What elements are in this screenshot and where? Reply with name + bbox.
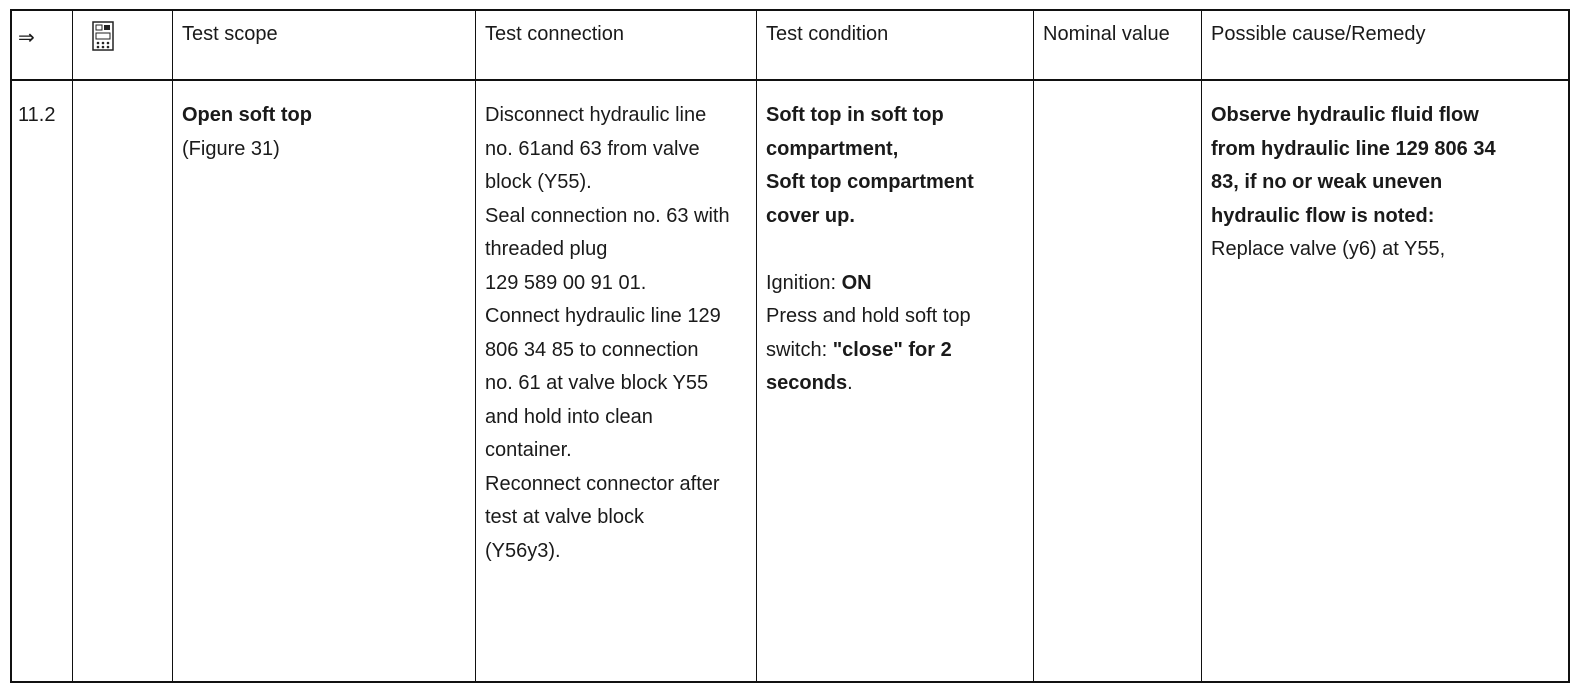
test-table bbox=[10, 9, 1570, 683]
test-connection-cell bbox=[485, 99, 730, 568]
test-connection-line: Seal connection no. 63 with bbox=[485, 204, 730, 227]
test-connection-line: no. 61 at valve block Y55 bbox=[485, 372, 709, 394]
test-scope-title: Open soft top bbox=[182, 104, 312, 126]
possible-cause-line: Observe hydraulic fluid flow bbox=[1211, 104, 1479, 126]
test-connection-line: container. bbox=[485, 439, 572, 461]
column-divider bbox=[172, 11, 173, 681]
header-separator bbox=[12, 79, 1568, 81]
column-divider bbox=[475, 11, 476, 681]
ignition-line bbox=[766, 267, 974, 301]
test-condition-spacer bbox=[766, 233, 974, 267]
tester-device-icon bbox=[92, 21, 114, 51]
test-connection-line: Disconnect hydraulic line bbox=[485, 104, 707, 126]
test-connection-line: no. 61and 63 from valve bbox=[485, 137, 700, 160]
possible-cause-cell bbox=[1211, 99, 1496, 267]
step-number: 11.2 bbox=[18, 104, 56, 126]
possible-cause-line: hydraulic flow is noted: bbox=[1211, 204, 1435, 227]
test-connection-line: threaded plug bbox=[485, 238, 608, 260]
header-test-scope: Test scope bbox=[182, 23, 278, 45]
column-divider bbox=[72, 11, 73, 681]
arrow-icon: ⇒ bbox=[18, 27, 35, 49]
test-condition-line: Soft top in soft top bbox=[766, 104, 944, 126]
test-connection-line: Reconnect connector after bbox=[485, 472, 720, 495]
test-condition-line: compartment, bbox=[766, 137, 899, 160]
seconds-word: seconds bbox=[766, 372, 848, 394]
test-condition-cell bbox=[766, 99, 974, 401]
seconds-end: . bbox=[847, 372, 853, 394]
press-line: Press and hold soft top bbox=[766, 305, 971, 327]
ignition-label: Ignition: bbox=[766, 271, 842, 294]
test-scope-note: (Figure 31) bbox=[182, 137, 280, 160]
header-possible-cause: Possible cause/Remedy bbox=[1211, 23, 1426, 45]
test-connection-line: block (Y55). bbox=[485, 171, 592, 193]
test-connection-line: and hold into clean bbox=[485, 405, 653, 428]
remedy-line: Replace valve (y6) at Y55, bbox=[1211, 238, 1446, 260]
possible-cause-line: from hydraulic line 129 806 34 bbox=[1211, 137, 1496, 160]
possible-cause-line: 83, if no or weak uneven bbox=[1211, 171, 1443, 193]
switch-close: "close" for 2 bbox=[832, 338, 952, 361]
switch-line bbox=[766, 334, 974, 368]
test-connection-line: Connect hydraulic line 129 bbox=[485, 305, 721, 327]
test-connection-line: (Y56y3). bbox=[485, 539, 561, 562]
test-connection-line: test at valve block bbox=[485, 506, 644, 528]
test-condition-line: Soft top compartment bbox=[766, 171, 974, 193]
test-connection-line: 129 589 00 91 01. bbox=[485, 271, 647, 294]
switch-prefix: switch: bbox=[766, 338, 833, 361]
header-nominal-value: Nominal value bbox=[1043, 23, 1170, 45]
test-scope-cell bbox=[182, 99, 312, 166]
seconds-line bbox=[766, 367, 974, 401]
column-divider bbox=[1201, 11, 1202, 681]
column-divider bbox=[756, 11, 757, 681]
header-test-condition: Test condition bbox=[766, 23, 889, 45]
test-connection-line: 806 34 85 to connection bbox=[485, 338, 699, 361]
test-condition-line: cover up. bbox=[766, 204, 855, 227]
ignition-value: ON bbox=[841, 271, 872, 294]
column-divider bbox=[1033, 11, 1034, 681]
header-test-connection: Test connection bbox=[485, 23, 624, 45]
